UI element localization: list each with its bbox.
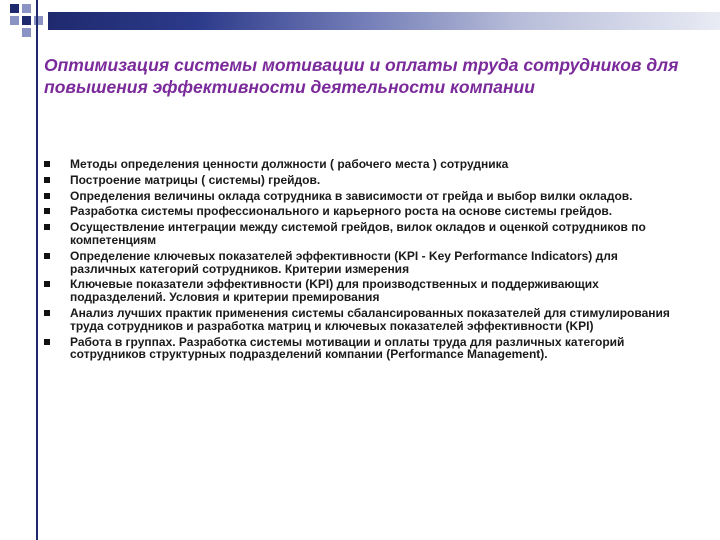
list-item-text: Построение матрицы ( системы) грейдов. — [70, 172, 321, 187]
slide-title: Оптимизация системы мотивации и оплаты труда сотрудников для повышения эффективности деятельности компании — [44, 55, 679, 97]
list-item-text: Ключевые показатели эффективности (KPI) для производственных и поддерживающих подразделений. Условия и критерии премирования — [70, 277, 599, 305]
list-item — [44, 174, 684, 187]
square-bullet-icon — [44, 208, 50, 214]
list-item — [44, 190, 684, 203]
deco-square-4 — [22, 16, 31, 25]
list-item — [44, 158, 684, 171]
square-bullet-icon — [44, 161, 50, 167]
list-item — [44, 250, 684, 276]
header-gradient-bar — [48, 12, 720, 30]
square-bullet-icon — [44, 224, 50, 230]
square-bullet-icon — [44, 310, 50, 316]
list-item — [44, 205, 684, 218]
square-bullet-icon — [44, 253, 50, 259]
list-item-text: Осуществление интеграции между системой грейдов, вилок окладов и оценкой сотрудников по компетенциям — [70, 220, 646, 247]
deco-square-6 — [22, 28, 31, 37]
square-bullet-icon — [44, 177, 50, 183]
list-item-text: Работа в группах. Разработка системы мотивации и оплаты труда для различных категорий сотрудников структурных подразделений компании (Performance Management). — [70, 334, 625, 362]
list-item — [44, 307, 684, 333]
square-bullet-icon — [44, 339, 50, 345]
list-item — [44, 278, 684, 304]
header-decoration — [0, 0, 720, 40]
left-vertical-rule — [36, 0, 38, 540]
bullet-list — [44, 158, 684, 364]
list-item — [44, 336, 684, 362]
list-item-text: Определения величины оклада сотрудника в зависимости от грейда и выбор вилки окладов. — [70, 188, 633, 203]
list-item-text: Разработка системы профессионального и карьерного роста на основе системы грейдов. — [70, 204, 613, 219]
list-item-text: Определение ключевых показателей эффективности (KPI - Key Performance Indicators) для различных категорий сотрудников. Критерии измерения — [70, 248, 618, 276]
list-item-text: Анализ лучших практик применения системы сбалансированных показателей для стимулирования труда сотрудников и разработка матриц и ключевых показателей эффективности (KPI) — [70, 305, 670, 333]
square-bullet-icon — [44, 281, 50, 287]
deco-square-1 — [10, 4, 19, 13]
square-bullet-icon — [44, 193, 50, 199]
list-item — [44, 221, 684, 247]
deco-square-2 — [22, 4, 31, 13]
list-item-text: Методы определения ценности должности ( рабочего места ) сотрудника — [70, 157, 509, 171]
deco-square-3 — [10, 16, 19, 25]
